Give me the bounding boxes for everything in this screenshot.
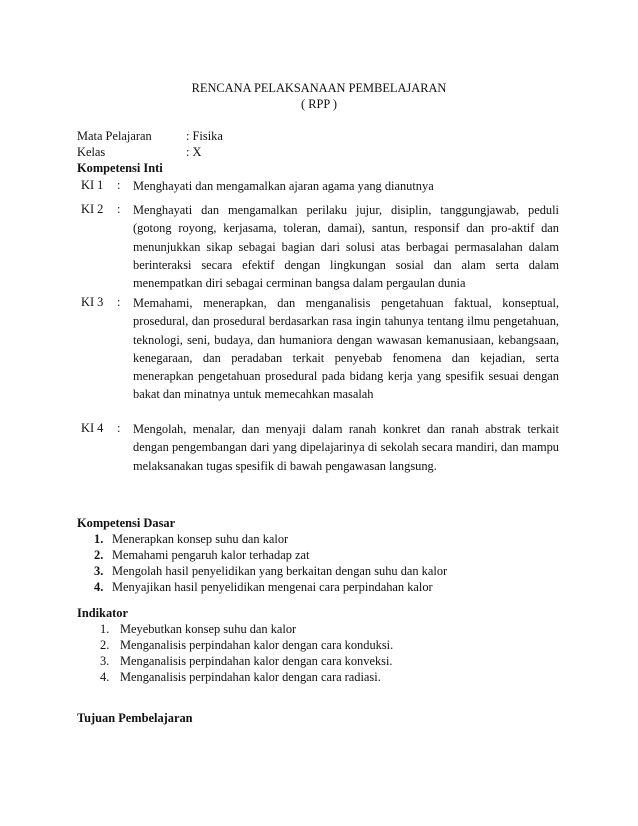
ki-colon: : xyxy=(117,295,121,309)
heading-indikator: Indikator xyxy=(77,606,128,620)
ki-text: Menghayati dan mengamalkan ajaran agama yang dianutnya xyxy=(133,179,434,193)
ki-code: KI 2 xyxy=(81,202,104,216)
document-subtitle: ( RPP ) xyxy=(300,97,338,111)
list-text: Menganalisis perpindahan kalor dengan cara konveksi. xyxy=(120,654,393,668)
list-number: 3. xyxy=(100,654,110,668)
kompetensi-dasar-list xyxy=(94,531,447,595)
heading-kompetensi-inti: Kompetensi Inti xyxy=(77,161,163,175)
list-number: 4. xyxy=(100,670,110,684)
heading-tujuan-pembelajaran: Tujuan Pembelajaran xyxy=(77,711,193,725)
ki-text: Mengolah, menalar, dan menyaji dalam ranah konkret dan ranah abstrak terkait dengan pengembangan dari yang dipelajarinya di sekolah secara mandiri, dan mampu melaksanakan tugas spesifik di bawah pengawasan langsung. xyxy=(133,422,559,473)
list-text: Meyebutkan konsep suhu dan kalor xyxy=(120,622,297,636)
meta-label: Mata Pelajaran xyxy=(77,129,152,143)
list-number: 1. xyxy=(100,622,110,636)
indikator-list xyxy=(100,621,393,685)
list-text: Menyajikan hasil penyelidikan mengenai cara perpindahan kalor xyxy=(112,580,433,594)
meta-value: : X xyxy=(186,145,202,159)
ki-colon: : xyxy=(117,421,121,435)
list-number: 3. xyxy=(94,564,104,578)
list-number: 2. xyxy=(100,638,110,652)
list-item xyxy=(94,579,447,595)
list-text: Memahami pengaruh kalor terhadap zat xyxy=(112,548,310,562)
heading-kompetensi-dasar: Kompetensi Dasar xyxy=(77,516,176,530)
list-number: 4. xyxy=(94,580,104,594)
list-item xyxy=(100,653,393,669)
ki-code: KI 4 xyxy=(81,421,104,435)
list-item xyxy=(94,547,447,563)
meta-value: : Fisika xyxy=(186,129,223,143)
ki-code: KI 1 xyxy=(81,178,104,192)
ki-code: KI 3 xyxy=(81,295,104,309)
meta-label: Kelas xyxy=(77,145,106,159)
list-item xyxy=(94,563,447,579)
ki-text: Menghayati dan mengamalkan perilaku jujur, disiplin, tanggungjawab, peduli (gotong royong, kerjasama, toleran, damai), santun, responsif dan pro-aktif dan menunjukkan sikap sebagai bagian dari solusi atas berbagai permasalahan dalam berinteraksi secara efektif dengan lingkungan sosial dan alam serta dalam menempatkan diri sebagai cerminan bangsa dalam pergaulan dunia xyxy=(133,203,559,291)
ki-colon: : xyxy=(117,178,121,192)
list-text: Menganalisis perpindahan kalor dengan cara radiasi. xyxy=(120,670,381,684)
list-item xyxy=(100,621,393,637)
list-text: Menerapkan konsep suhu dan kalor xyxy=(112,532,289,546)
list-item xyxy=(100,637,393,653)
document-title: RENCANA PELAKSANAAN PEMBELAJARAN xyxy=(191,81,447,95)
list-number: 2. xyxy=(94,548,104,562)
list-text: Menganalisis perpindahan kalor dengan cara konduksi. xyxy=(120,638,394,652)
list-number: 1. xyxy=(94,532,104,546)
list-text: Mengolah hasil penyelidikan yang berkaitan dengan suhu dan kalor xyxy=(112,564,448,578)
list-item xyxy=(100,669,393,685)
ki-text: Memahami, menerapkan, dan menganalisis pengetahuan faktual, konseptual, prosedural, dan prosedural berdasarkan rasa ingin tahunya tentang ilmu pengetahuan, teknologi, seni, budaya, dan humaniora dengan wawasan kemanusiaan, kebangsaan, kenegaraan, dan peradaban terkait penyebab fenomena dan kejadian, serta menerapkan pengetahuan prosedural pada bidang kerja yang spesifik sesuai dengan bakat dan minatnya untuk memecahkan masalah xyxy=(133,296,559,402)
ki-colon: : xyxy=(117,202,121,216)
list-item xyxy=(94,531,447,547)
